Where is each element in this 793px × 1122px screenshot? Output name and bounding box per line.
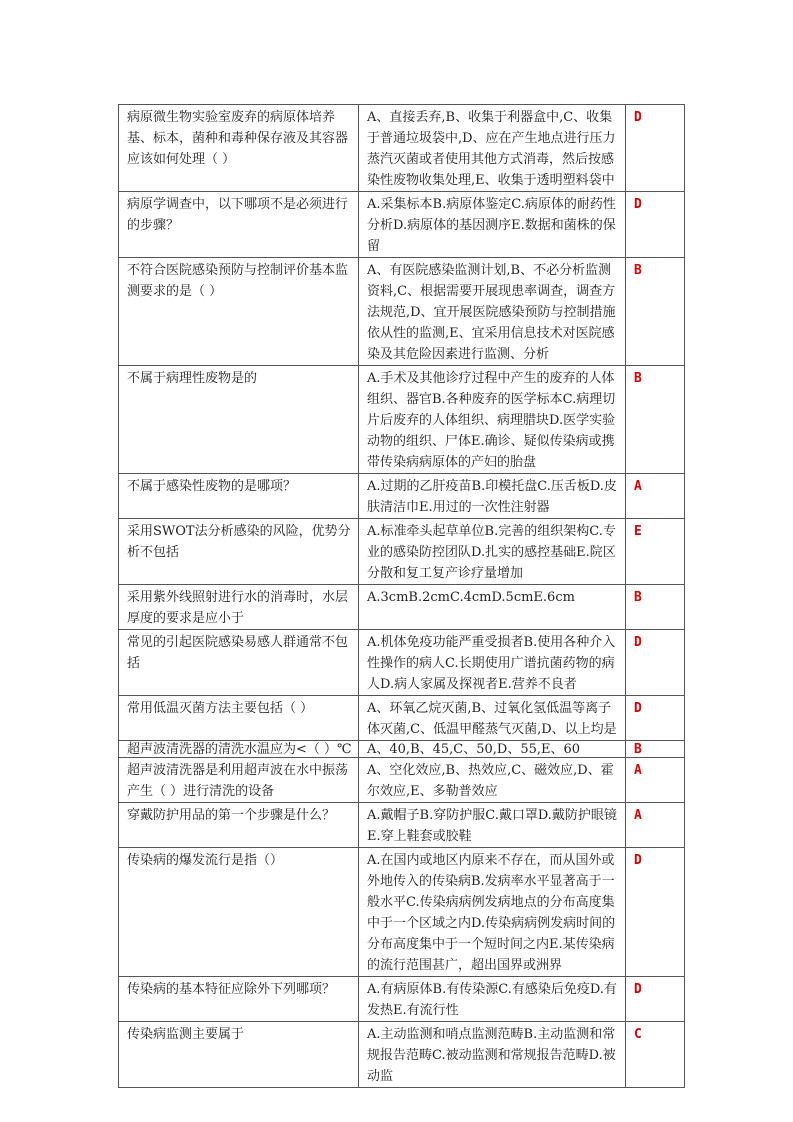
question-cell: 传染病的爆发流行是指（） bbox=[119, 848, 359, 977]
table-row bbox=[119, 366, 685, 474]
answer-cell: E bbox=[626, 519, 685, 585]
question-cell: 传染病监测主要属于 bbox=[119, 1022, 359, 1088]
table-row bbox=[119, 696, 685, 741]
table-row bbox=[119, 585, 685, 630]
options-cell: A、环氧乙烷灭菌,B、过氧化氢低温等离子体灭菌,C、低温甲醛蒸气灭菌,D、以上均是 bbox=[359, 696, 626, 741]
answer-cell: D bbox=[626, 696, 685, 741]
question-cell: 超声波清洗器是利用超声波在水中振荡产生（ ）进行清洗的设备 bbox=[119, 758, 359, 803]
question-cell: 超声波清洗器的清洗水温应为<（ ）℃ bbox=[119, 741, 359, 758]
table-row bbox=[119, 258, 685, 366]
table-row bbox=[119, 977, 685, 1022]
table-row bbox=[119, 848, 685, 977]
question-table bbox=[118, 104, 685, 1088]
options-cell: A、空化效应,B、热效应,C、磁效应,D、霍尔效应,E、多勒普效应 bbox=[359, 758, 626, 803]
answer-cell: B bbox=[626, 366, 685, 474]
question-cell: 不属于感染性废物的是哪项？ bbox=[119, 474, 359, 519]
answer-cell: B bbox=[626, 585, 685, 630]
table-row bbox=[119, 474, 685, 519]
question-cell: 不符合医院感染预防与控制评价基本监测要求的是（ ） bbox=[119, 258, 359, 366]
options-cell: A.主动监测和哨点监测范畴B.主动监测和常规报告范畴C.被动监测和常规报告范畴D.被动监 bbox=[359, 1022, 626, 1088]
options-cell: A.戴帽子B.穿防护服C.戴口罩D.戴防护眼镜E.穿上鞋套或胶鞋 bbox=[359, 803, 626, 848]
question-cell: 传染病的基本特征应除外下列哪项？ bbox=[119, 977, 359, 1022]
table-row bbox=[119, 758, 685, 803]
question-cell: 采用SWOT法分析感染的风险，优势分析不包括 bbox=[119, 519, 359, 585]
answer-cell: D bbox=[626, 192, 685, 258]
question-cell: 常见的引起医院感染易感人群通常不包括 bbox=[119, 630, 359, 696]
options-cell: A.采集标本B.病原体鉴定C.病原体的耐药性分析D.病原体的基因测序E.数据和菌株的保留 bbox=[359, 192, 626, 258]
options-cell: A.有病原体B.有传染源C.有感染后免疫D.有发热E.有流行性 bbox=[359, 977, 626, 1022]
question-cell: 穿戴防护用品的第一个步骤是什么？ bbox=[119, 803, 359, 848]
options-cell: A、有医院感染监测计划,B、不必分析监测资料,C、根据需要开展现患率调查，调查方法规范,D、宜开展医院感染预防与控制措施依从性的监测,E、宜采用信息技术对医院感染及其危险因素进行监测、分析 bbox=[359, 258, 626, 366]
question-cell: 不属于病理性废物是的 bbox=[119, 366, 359, 474]
options-cell: A.3cmB.2cmC.4cmD.5cmE.6cm bbox=[359, 585, 626, 630]
options-cell: A、直接丢弃,B、收集于利器盒中,C、收集于普通垃圾袋中,D、应在产生地点进行压力蒸汽灭菌或者使用其他方式消毒，然后按感染性废物收集处理,E、收集于透明塑料袋中 bbox=[359, 105, 626, 192]
table-row bbox=[119, 192, 685, 258]
question-cell: 常用低温灭菌方法主要包括（ ） bbox=[119, 696, 359, 741]
question-cell: 采用紫外线照射进行水的消毒时，水层厚度的要求是应小于 bbox=[119, 585, 359, 630]
table-row bbox=[119, 1022, 685, 1088]
question-cell: 病原微生物实验室废弃的病原体培养基、标本，菌种和毒种保存液及其容器应该如何处理（ ） bbox=[119, 105, 359, 192]
answer-cell: D bbox=[626, 105, 685, 192]
answer-cell: B bbox=[626, 741, 685, 758]
table-row bbox=[119, 630, 685, 696]
answer-cell: A bbox=[626, 474, 685, 519]
table-row bbox=[119, 519, 685, 585]
options-cell: A.过期的乙肝疫苗B.印模托盘C.压舌板D.皮肤清洁巾E.用过的一次性注射器 bbox=[359, 474, 626, 519]
options-cell: A、40,B、45,C、50,D、55,E、60 bbox=[359, 741, 626, 758]
options-cell: A.手术及其他诊疗过程中产生的废弃的人体组织、器官B.各种废弃的医学标本C.病理切片后废弃的人体组织、病理腊块D.医学实验动物的组织、尸体E.确诊、疑似传染病或携带传染病病原体的产妇的胎盘 bbox=[359, 366, 626, 474]
table-row bbox=[119, 741, 685, 758]
options-cell: A.标准牵头起草单位B.完善的组织架构C.专业的感染防控团队D.扎实的感控基础E.院区分散和复工复产诊疗量增加 bbox=[359, 519, 626, 585]
table-row bbox=[119, 803, 685, 848]
answer-cell: B bbox=[626, 258, 685, 366]
answer-cell: D bbox=[626, 630, 685, 696]
answer-cell: C bbox=[626, 1022, 685, 1088]
answer-cell: D bbox=[626, 848, 685, 977]
answer-cell: D bbox=[626, 977, 685, 1022]
options-cell: A.机体免疫功能严重受损者B.使用各种介入性操作的病人C.长期使用广谱抗菌药物的病人D.病人家属及探视者E.营养不良者 bbox=[359, 630, 626, 696]
options-cell: A.在国内或地区内原来不存在，而从国外或外地传入的传染病B.发病率水平显著高于一般水平C.传染病病例发病地点的分布高度集中于一个区域之内D.传染病病例发病时间的分布高度集中于一个短时间之内E.某传染病的流行范围甚广，超出国界或洲界 bbox=[359, 848, 626, 977]
question-cell: 病原学调查中，以下哪项不是必须进行的步骤？ bbox=[119, 192, 359, 258]
answer-cell: A bbox=[626, 758, 685, 803]
answer-cell: A bbox=[626, 803, 685, 848]
table-row bbox=[119, 105, 685, 192]
